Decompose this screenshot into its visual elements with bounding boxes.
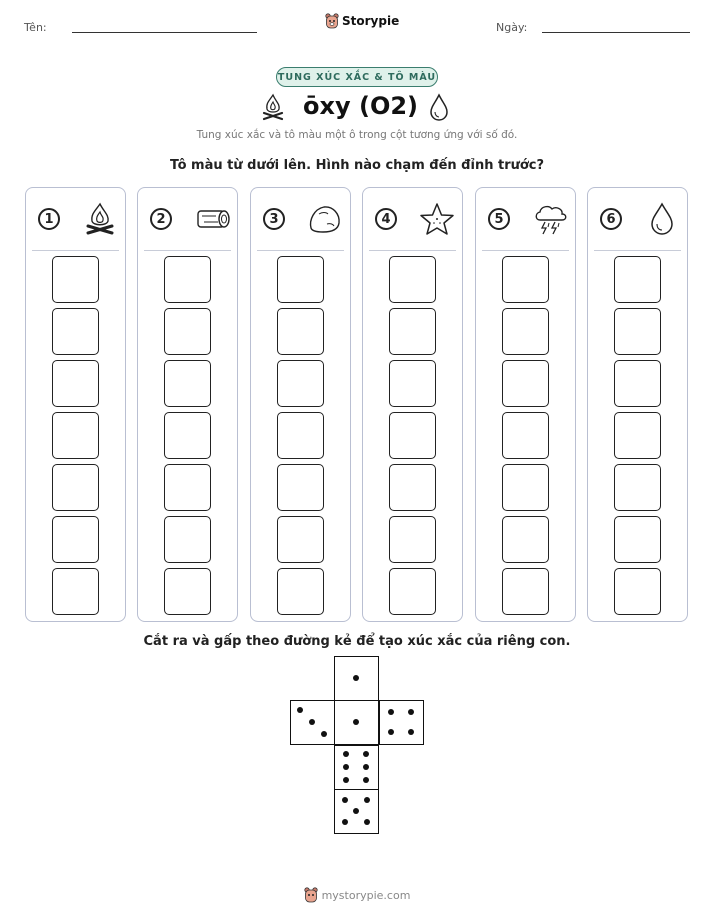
color-cell[interactable]: [164, 360, 211, 407]
dice-face-3: [290, 700, 335, 745]
subtitle: Tung xúc xắc và tô màu một ô trong cột tương ứng với số đó.: [196, 129, 518, 141]
color-cell[interactable]: [164, 308, 211, 355]
color-cell[interactable]: [52, 360, 99, 407]
color-cell[interactable]: [614, 516, 661, 563]
color-cell[interactable]: [52, 412, 99, 459]
column-header: [596, 198, 682, 240]
dice-face-5: [334, 789, 379, 834]
color-cell[interactable]: [52, 308, 99, 355]
name-field[interactable]: [72, 32, 257, 33]
dice-face-1: [334, 700, 379, 745]
pip: [353, 808, 359, 814]
water-drop-icon: [428, 92, 450, 122]
star-icon: [417, 200, 457, 238]
column-header: [34, 198, 120, 240]
die-number: 4: [375, 208, 397, 230]
column-divider: [594, 250, 681, 251]
brand-name: Storypie: [342, 14, 400, 28]
color-cell[interactable]: [164, 464, 211, 511]
color-cell[interactable]: [164, 568, 211, 615]
pip: [388, 709, 394, 715]
pip: [342, 819, 348, 825]
die-number: 2: [150, 208, 172, 230]
dice-face-4: [379, 700, 424, 745]
color-cell[interactable]: [389, 412, 436, 459]
page-title: ōxy (O2): [303, 92, 419, 120]
pip: [343, 777, 349, 783]
color-cell[interactable]: [502, 516, 549, 563]
pip: [297, 707, 303, 713]
column-6: [587, 187, 688, 622]
pip: [364, 819, 370, 825]
column-header: [371, 198, 457, 240]
color-cell[interactable]: [52, 568, 99, 615]
column-divider: [144, 250, 231, 251]
die-number: 1: [38, 208, 60, 230]
color-cell[interactable]: [502, 360, 549, 407]
column-3: [250, 187, 351, 622]
date-label: Ngày:: [496, 21, 528, 34]
die-number: 6: [600, 208, 622, 230]
campfire-icon: [80, 200, 120, 238]
campfire-icon: [260, 92, 286, 122]
log-icon: [192, 200, 232, 238]
pip: [353, 719, 359, 725]
column-header: [484, 198, 570, 240]
pip: [363, 764, 369, 770]
dice-face-6: [334, 745, 379, 790]
color-cell[interactable]: [277, 464, 324, 511]
column-header: [259, 198, 345, 240]
water-drop-icon: [642, 200, 682, 238]
pip: [343, 751, 349, 757]
column-divider: [369, 250, 456, 251]
die-number: 3: [263, 208, 285, 230]
pip: [388, 729, 394, 735]
color-cell[interactable]: [389, 360, 436, 407]
color-cell[interactable]: [164, 256, 211, 303]
color-cell[interactable]: [614, 568, 661, 615]
pip: [321, 731, 327, 737]
pip: [363, 751, 369, 757]
color-cell[interactable]: [389, 516, 436, 563]
pip: [343, 764, 349, 770]
column-header: [146, 198, 232, 240]
color-cell[interactable]: [277, 308, 324, 355]
color-cell[interactable]: [502, 412, 549, 459]
dice-face-1: [334, 656, 379, 701]
color-cell[interactable]: [389, 308, 436, 355]
color-cell[interactable]: [502, 464, 549, 511]
cut-instruction: Cắt ra và gấp theo đường kẻ để tạo xúc xắc của riêng con.: [143, 634, 571, 649]
die-number: 5: [488, 208, 510, 230]
column-divider: [257, 250, 344, 251]
color-cell[interactable]: [614, 464, 661, 511]
rock-icon: [305, 200, 345, 238]
color-cell[interactable]: [389, 568, 436, 615]
storm-cloud-icon: [530, 200, 570, 238]
color-cell[interactable]: [277, 516, 324, 563]
footer: [0, 887, 714, 903]
column-2: [137, 187, 238, 622]
pip: [342, 797, 348, 803]
pip: [353, 675, 359, 681]
pip: [408, 729, 414, 735]
name-label: Tên:: [24, 21, 47, 34]
color-cell[interactable]: [277, 412, 324, 459]
activity-badge: TUNG XÚC XẮC & TÔ MÀU: [276, 67, 438, 87]
instruction: Tô màu từ dưới lên. Hình nào chạm đến đỉnh trước?: [169, 158, 545, 173]
color-cell[interactable]: [614, 360, 661, 407]
color-cell[interactable]: [277, 360, 324, 407]
color-cell[interactable]: [389, 464, 436, 511]
color-cell[interactable]: [614, 308, 661, 355]
footer-url[interactable]: mystorypie.com: [321, 888, 411, 902]
color-cell[interactable]: [277, 568, 324, 615]
color-cell[interactable]: [52, 516, 99, 563]
column-divider: [482, 250, 569, 251]
pip: [364, 797, 370, 803]
pip: [408, 709, 414, 715]
date-field[interactable]: [542, 32, 690, 33]
color-cell[interactable]: [164, 412, 211, 459]
color-cell[interactable]: [614, 412, 661, 459]
color-cell[interactable]: [52, 256, 99, 303]
color-cell[interactable]: [502, 568, 549, 615]
pip: [363, 777, 369, 783]
color-cell[interactable]: [502, 308, 549, 355]
color-cell[interactable]: [52, 464, 99, 511]
column-5: [475, 187, 576, 622]
brand-logo: [325, 13, 399, 29]
storypie-mascot-icon: [304, 887, 318, 903]
color-cell[interactable]: [164, 516, 211, 563]
color-cell[interactable]: [277, 256, 324, 303]
column-divider: [32, 250, 119, 251]
color-cell[interactable]: [614, 256, 661, 303]
color-cell[interactable]: [389, 256, 436, 303]
column-4: [362, 187, 463, 622]
column-1: [25, 187, 126, 622]
color-cell[interactable]: [502, 256, 549, 303]
pip: [309, 719, 315, 725]
storypie-mascot-icon: [325, 13, 339, 29]
